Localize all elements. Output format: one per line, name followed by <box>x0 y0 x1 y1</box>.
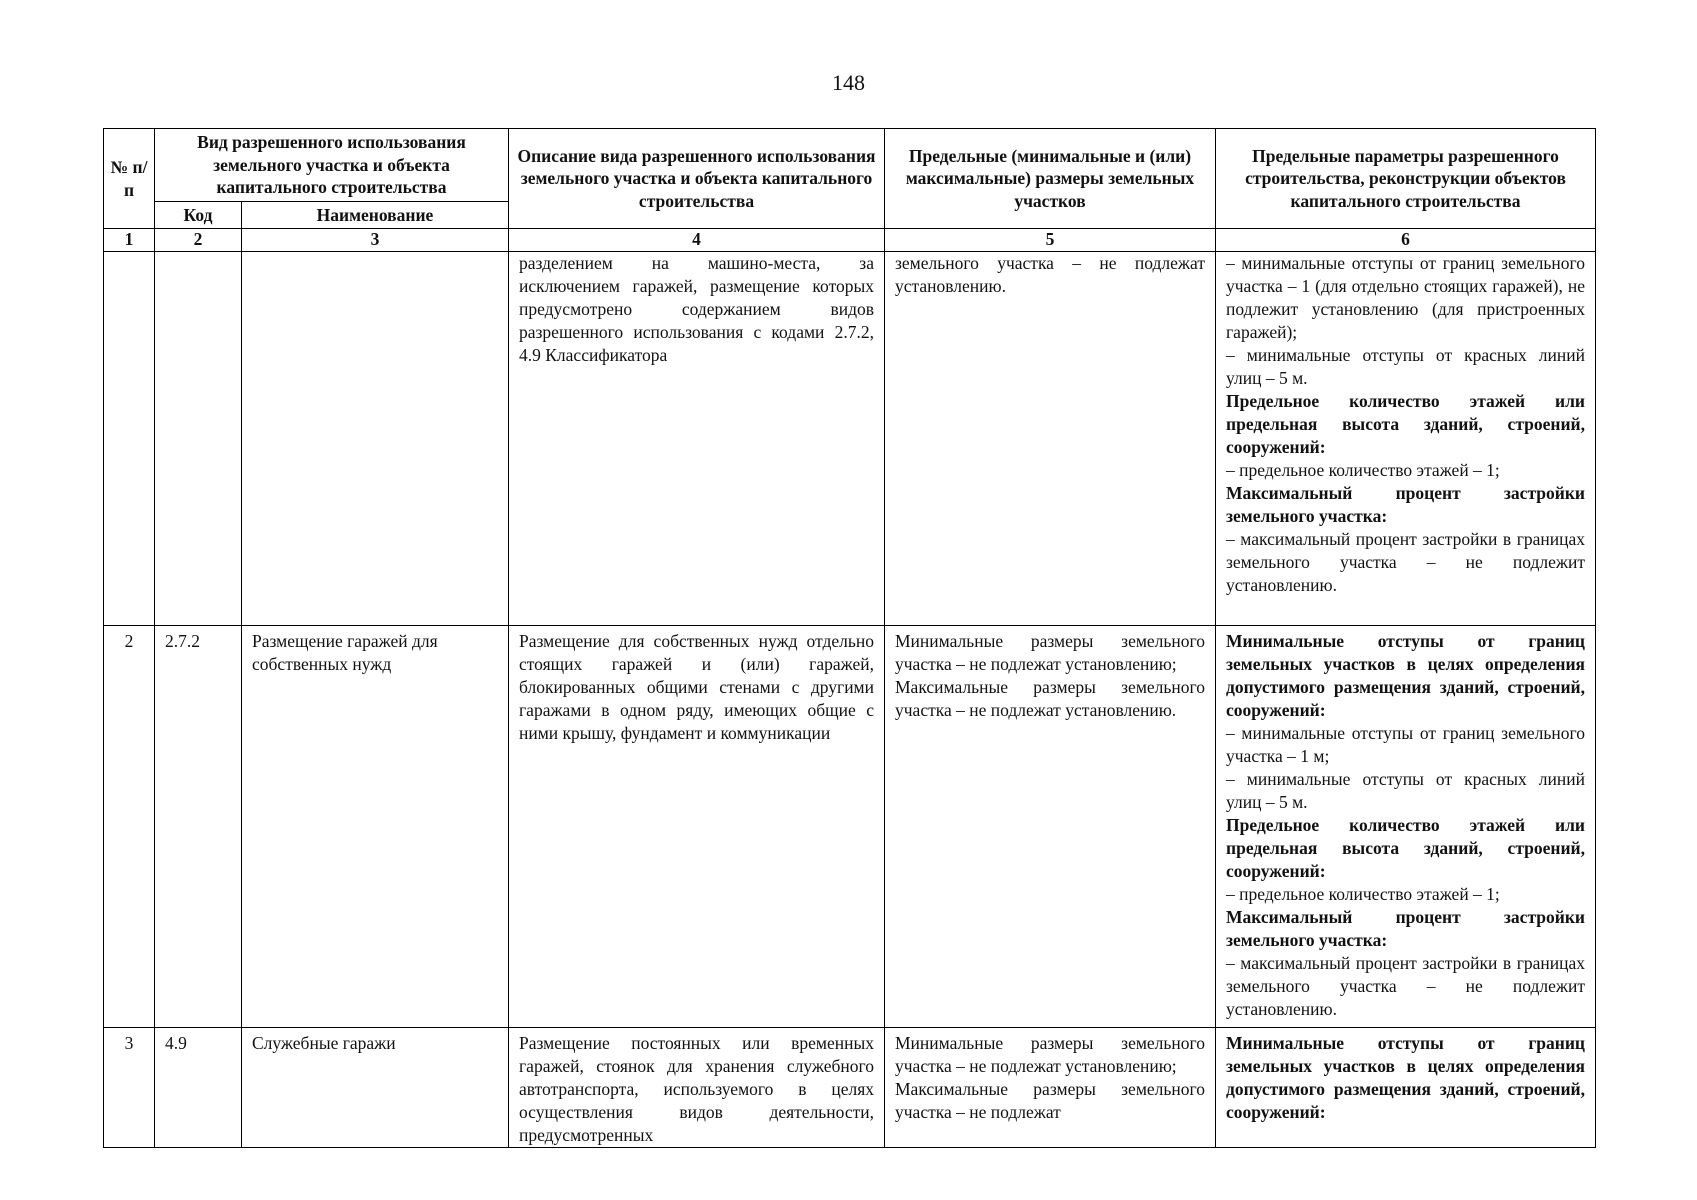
row-parameters <box>1216 252 1596 626</box>
page-number: 148 <box>832 70 865 95</box>
header-name: Наименование <box>242 201 509 229</box>
size-line: Максимальные размеры земельного участка – не подлежат <box>895 1079 1205 1122</box>
table-row <box>104 252 1596 626</box>
column-number: 6 <box>1216 229 1596 252</box>
row-description: разделением на машино-места, за исключением гаражей, размещение которых предусмотрено содержанием видов разрешенного использования с кодами 2.7.2, 4.9 Классификатора <box>509 252 885 626</box>
regulations-table <box>103 128 1596 1148</box>
row-name <box>242 252 509 626</box>
param-heading: Минимальные отступы от границ земельных участков в целях определения допустимого размещения зданий, строений, сооружений: <box>1226 1033 1585 1122</box>
row-code: 2.7.2 <box>155 626 242 1028</box>
column-number: 4 <box>509 229 885 252</box>
param-line: – предельное количество этажей – 1; <box>1226 884 1500 904</box>
row-number: 2 <box>104 626 155 1028</box>
row-description: Размещение постоянных или временных гаражей, стоянок для хранения служебного автотранспорта, используемого в целях осуществления видов деятельности, предусмотренных <box>509 1028 885 1148</box>
param-line: – максимальный процент застройки в границах земельного участка – не подлежит установлению. <box>1226 953 1585 1019</box>
row-number <box>104 252 155 626</box>
size-line: Максимальные размеры земельного участка – не подлежат установлению. <box>895 677 1205 720</box>
param-line: – минимальные отступы от красных линий улиц – 5 м. <box>1226 345 1585 388</box>
header-code: Код <box>155 201 242 229</box>
header-vri: Вид разрешенного использования земельного участка и объекта капитального строительства <box>155 129 509 202</box>
row-parameters <box>1216 626 1596 1028</box>
header-description: Описание вида разрешенного использования земельного участка и объекта капитального строительства <box>509 129 885 229</box>
row-plot-size <box>885 1028 1216 1148</box>
row-parameters <box>1216 1028 1596 1148</box>
size-line: Минимальные размеры земельного участка – не подлежат установлению; <box>895 1033 1205 1076</box>
param-line: – минимальные отступы от границ земельного участка – 1 (для отдельно стоящих гаражей), не подлежит установлению (для пристроенных гаражей); <box>1226 253 1585 342</box>
row-plot-size <box>885 626 1216 1028</box>
row-plot-size: земельного участка – не подлежат установлению. <box>885 252 1216 626</box>
row-code: 4.9 <box>155 1028 242 1148</box>
header-number: № п/п <box>104 129 155 229</box>
param-line: – максимальный процент застройки в границах земельного участка – не подлежит установлению. <box>1226 529 1585 595</box>
row-number: 3 <box>104 1028 155 1148</box>
size-line: Минимальные размеры земельного участка – не подлежат установлению; <box>895 631 1205 674</box>
column-number: 5 <box>885 229 1216 252</box>
param-heading: Максимальный процент застройки земельного участка: <box>1226 907 1585 950</box>
param-line: – предельное количество этажей – 1; <box>1226 460 1500 480</box>
table-row <box>104 1028 1596 1148</box>
param-heading: Минимальные отступы от границ земельных участков в целях определения допустимого размещения зданий, строений, сооружений: <box>1226 631 1585 720</box>
column-number: 1 <box>104 229 155 252</box>
param-heading: Предельное количество этажей или предельная высота зданий, строений, сооружений: <box>1226 815 1585 881</box>
row-name: Служебные гаражи <box>242 1028 509 1148</box>
param-line: – минимальные отступы от красных линий улиц – 5 м. <box>1226 769 1585 812</box>
param-heading: Максимальный процент застройки земельного участка: <box>1226 483 1585 526</box>
row-name: Размещение гаражей для собственных нужд <box>242 626 509 1028</box>
param-heading: Предельное количество этажей или предельная высота зданий, строений, сооружений: <box>1226 391 1585 457</box>
table-row <box>104 626 1596 1028</box>
header-parameters: Предельные параметры разрешенного строительства, реконструкции объектов капитального строительства <box>1216 129 1596 229</box>
param-line: – минимальные отступы от границ земельного участка – 1 м; <box>1226 723 1585 766</box>
row-code <box>155 252 242 626</box>
row-description: Размещение для собственных нужд отдельно стоящих гаражей и (или) гаражей, блокированных общими стенами с другими гаражами в одном ряду, имеющих общие с ними крышу, фундамент и коммуникации <box>509 626 885 1028</box>
header-plot-size: Предельные (минимальные и (или) максимальные) размеры земельных участков <box>885 129 1216 229</box>
column-number: 3 <box>242 229 509 252</box>
column-number: 2 <box>155 229 242 252</box>
